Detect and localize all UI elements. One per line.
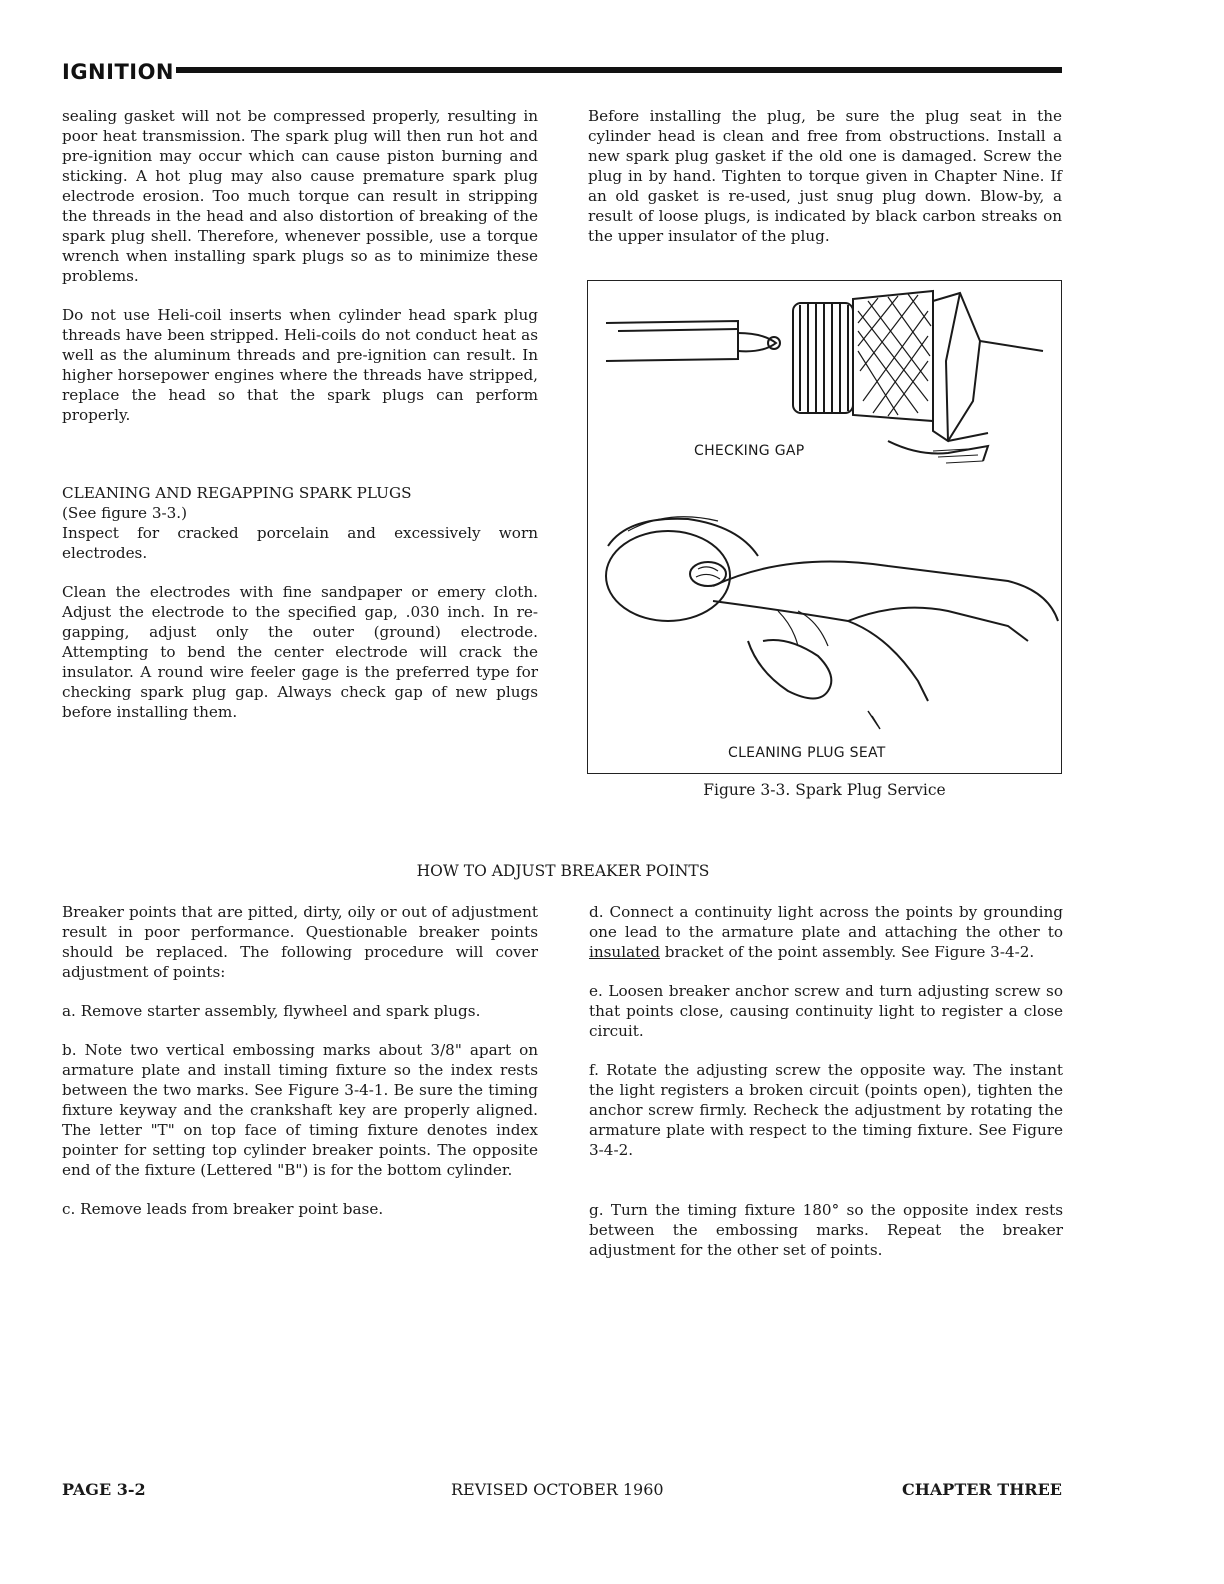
figure-caption: Figure 3-3. Spark Plug Service — [703, 781, 946, 799]
step-d — [589, 902, 1063, 962]
step-a: a. Remove starter assembly, flywheel and spark plugs. — [62, 1002, 481, 1020]
paragraph: sealing gasket will not be compressed properly, resulting in poor heat transmission. The spark plug will then run hot and pre-ignition may occur which can cause piston burning and sticking. A hot plug may also cause premature spark plug electrode erosion. Too much torque can result in stripping the threads in the head and also distortion of breaking of the spark plug shell. Therefore, whenever possible, use a torque wrench when installing spark plugs so as to minimize these problems. — [62, 107, 538, 285]
figure-label-cleaning-seat: CLEANING PLUG SEAT — [728, 745, 886, 761]
checking-gap-drawing — [606, 291, 1043, 463]
right-column-bottom — [589, 902, 1063, 1279]
step-g: g. Turn the timing fixture 180° so the opposite index rests between the embossing marks. Repeat the breaker adjustment for the other set of points. — [589, 1201, 1063, 1259]
chapter-label: CHAPTER THREE — [902, 1480, 1062, 1499]
step-d-text: d. Connect a continuity light across the points by grounding one lead to the armature plate and attaching the other to — [589, 903, 1063, 941]
page-number: PAGE 3-2 — [62, 1480, 146, 1499]
step-b: b. Note two vertical embossing marks about 3/8" apart on armature plate and install timing fixture so the index rests between the two marks. See Figure 3-4-1. Be sure the timing fixture keyway and the crankshaft key are properly aligned. The letter "T" on top face of timing fixture denotes index pointer for setting top cylinder breaker points. The opposite end of the fixture (Lettered "B") is for the bottom cylinder. — [62, 1041, 538, 1179]
spark-plug-illustration — [588, 281, 1060, 772]
subheading: CLEANING AND REGAPPING SPARK PLUGS — [62, 484, 412, 502]
section-title: IGNITION — [62, 60, 175, 84]
figure-label-checking-gap: CHECKING GAP — [694, 443, 805, 459]
figure-spark-plug-service — [587, 280, 1062, 774]
paragraph: Inspect for cracked porcelain and excessively worn electrodes. — [62, 524, 538, 562]
revision-date: REVISED OCTOBER 1960 — [451, 1480, 664, 1499]
header-rule — [176, 67, 1062, 73]
paragraph: Breaker points that are pitted, dirty, oily or out of adjustment result in poor performance. Questionable breaker points should be replaced. The following procedure will cover adjustment of points: — [62, 903, 538, 981]
paragraph: Clean the electrodes with fine sandpaper or emery cloth. Adjust the electrode to the specified gap, .030 inch. In re-gapping, adjust only the outer (ground) electrode. Attempting to bend the center electrode will crack the insulator. A round wire feeler gage is the preferred type for checking spark plug gap. Always check gap of new plugs before installing them. — [62, 583, 538, 721]
step-f: f. Rotate the adjusting screw the opposite way. The instant the light registers a broken circuit (points open), tighten the anchor screw firmly. Recheck the adjustment by rotating the armature plate with respect to the timing fixture. See Figure 3-4-2. — [589, 1061, 1063, 1159]
step-d-emphasis: insulated — [589, 943, 660, 961]
step-c: c. Remove leads from breaker point base. — [62, 1200, 384, 1218]
step-e: e. Loosen breaker anchor screw and turn adjusting screw so that points close, causing continuity light to register a close circuit. — [589, 982, 1063, 1040]
cleaning-seat-drawing — [606, 517, 1058, 729]
left-column-top — [62, 106, 538, 741]
section-heading: HOW TO ADJUST BREAKER POINTS — [416, 862, 710, 880]
paragraph: Before installing the plug, be sure the plug seat in the cylinder head is clean and free from obstructions. Install a new spark plug gasket if the old one is damaged. Screw the plug in by hand. Tighten to torque given in Chapter Nine. If an old gasket is re-used, just snug plug down. Blow-by, a result of loose plugs, is indicated by black carbon streaks on the upper insulator of the plug. — [588, 107, 1062, 245]
paragraph: Do not use Heli-coil inserts when cylinder head spark plug threads have been stripped. Heli-coils do not conduct heat as well as the aluminum threads and pre-ignition can result. In higher horsepower engines where the threads have stripped, replace the head so that the spark plugs can perform properly. — [62, 306, 538, 424]
right-column-top — [588, 106, 1062, 265]
subheading-ref: (See figure 3-3.) — [62, 504, 188, 522]
left-column-bottom — [62, 902, 538, 1238]
step-d-text-end: bracket of the point assembly. See Figure 3-4-2. — [659, 943, 1035, 961]
